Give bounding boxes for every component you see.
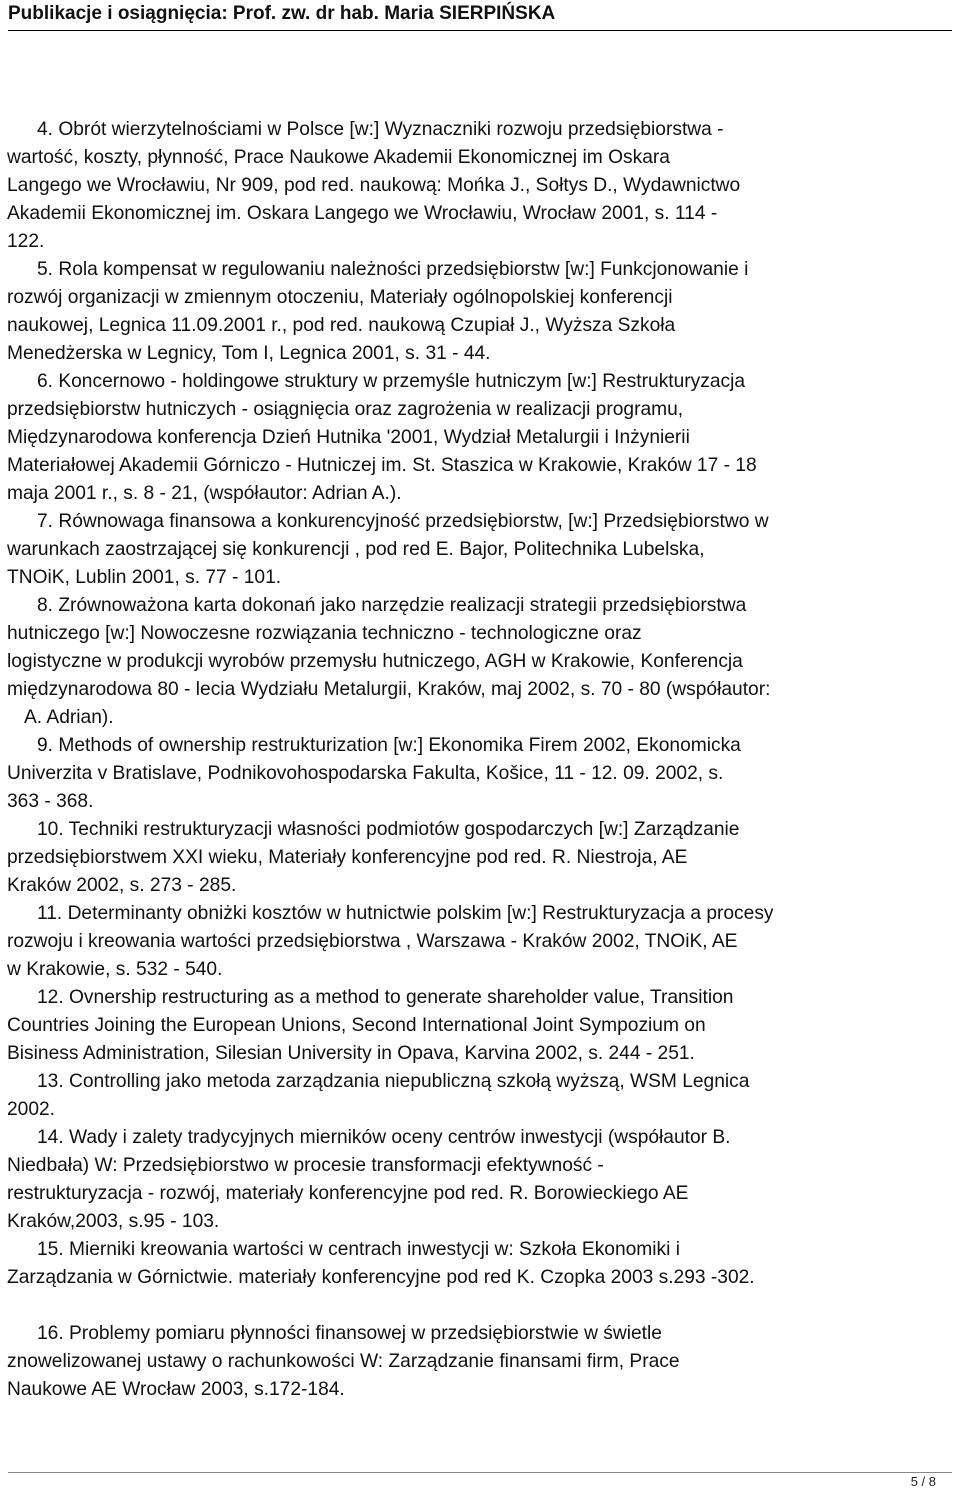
text-line: 12. Ovnership restructuring as a method to generate shareholder value, Transition — [37, 987, 734, 1008]
text-line: 11. Determinanty obniżki kosztów w hutnictwie polskim [w:] Restrukturyzacja a procesy — [37, 903, 774, 924]
page-header-title: Publikacje i osiągnięcia: Prof. zw. dr hab. Maria SIERPIŃSKA — [8, 3, 556, 24]
text-line: w Krakowie, s. 532 - 540. — [7, 959, 223, 980]
text-line: Menedżerska w Legnicy, Tom I, Legnica 2001, s. 31 - 44. — [7, 343, 491, 364]
text-line: Międzynarodowa konferencja Dzień Hutnika '2001, Wydział Metalurgii i Inżynierii — [7, 427, 690, 448]
text-line: 13. Controlling jako metoda zarządzania niepubliczną szkołą wyższą, WSM Legnica — [37, 1071, 750, 1092]
text-line: logistyczne w produkcji wyrobów przemysłu hutniczego, AGH w Krakowie, Konferencja — [7, 651, 743, 672]
text-line: Countries Joining the European Unions, Second International Joint Sympozium on — [7, 1015, 706, 1036]
text-line: 9. Methods of ownership restrukturization [w:] Ekonomika Firem 2002, Ekonomicka — [37, 735, 741, 756]
text-line: 4. Obrót wierzytelnościami w Polsce [w:] Wyznaczniki rozwoju przedsiębiorstwa - — [37, 119, 724, 140]
text-line: wartość, koszty, płynność, Prace Naukowe Akademii Ekonomicznej im Oskara — [7, 147, 670, 168]
text-line: Zarządzania w Górnictwie. materiały konferencyjne pod red K. Czopka 2003 s.293 -302. — [7, 1267, 755, 1288]
text-line: 8. Zrównoważona karta dokonań jako narzędzie realizacji strategii przedsiębiorstwa — [37, 595, 747, 616]
text-line: Kraków 2002, s. 273 - 285. — [7, 875, 237, 896]
text-line: TNOiK, Lublin 2001, s. 77 - 101. — [7, 567, 282, 588]
text-line: 7. Równowaga finansowa a konkurencyjność przedsiębiorstw, [w:] Przedsiębiorstwo w — [37, 511, 769, 532]
text-line: rozwój organizacji w zmiennym otoczeniu, Materiały ogólnopolskiej konferencji — [7, 287, 673, 308]
text-line: Materiałowej Akademii Górniczo - Hutniczej im. St. Staszica w Krakowie, Kraków 17 - 18 — [7, 455, 757, 476]
text-line: A. Adrian). — [24, 707, 114, 728]
text-line: maja 2001 r., s. 8 - 21, (współautor: Adrian A.). — [7, 483, 402, 504]
text-line: Naukowe AE Wrocław 2003, s.172-184. — [7, 1379, 345, 1400]
text-line: restrukturyzacja - rozwój, materiały konferencyjne pod red. R. Borowieckiego AE — [7, 1183, 689, 1204]
text-line: 122. — [7, 231, 45, 252]
text-line: hutniczego [w:] Nowoczesne rozwiązania techniczno - technologiczne oraz — [7, 623, 642, 644]
text-line: Kraków,2003, s.95 - 103. — [7, 1211, 220, 1232]
footer-divider — [8, 1472, 952, 1473]
text-line: Niedbała) W: Przedsiębiorstwo w procesie transformacji efektywność - — [7, 1155, 604, 1176]
text-line: 5. Rola kompensat w regulowaniu należności przedsiębiorstw [w:] Funkcjonowanie i — [37, 259, 749, 280]
text-line: przedsiębiorstw hutniczych - osiągnięcia oraz zagrożenia w realizacji programu, — [7, 399, 684, 420]
text-line: Bisiness Administration, Silesian University in Opava, Karvina 2002, s. 244 - 251. — [7, 1043, 695, 1064]
text-line: 16. Problemy pomiaru płynności finansowej w przedsiębiorstwie w świetle — [37, 1323, 662, 1344]
text-line: 10. Techniki restrukturyzacji własności podmiotów gospodarczych [w:] Zarządzanie — [37, 819, 740, 840]
text-line: Univerzita v Bratislave, Podnikovohospodarska Fakulta, Košice, 11 - 12. 09. 2002, s. — [7, 763, 724, 784]
text-line: 15. Mierniki kreowania wartości w centrach inwestycji w: Szkoła Ekonomiki i — [37, 1239, 681, 1260]
text-line: naukowej, Legnica 11.09.2001 r., pod red. naukową Czupiał J., Wyższa Szkoła — [7, 315, 676, 336]
header-divider — [8, 30, 952, 31]
text-line: międzynarodowa 80 - lecia Wydziału Metalurgii, Kraków, maj 2002, s. 70 - 80 (współautor: — [7, 679, 771, 700]
text-line: 6. Koncernowo - holdingowe struktury w przemyśle hutniczym [w:] Restrukturyzacja — [37, 371, 746, 392]
text-line: znowelizowanej ustawy o rachunkowości W: Zarządzanie finansami firm, Prace — [7, 1351, 680, 1372]
text-line: Akademii Ekonomicznej im. Oskara Langego we Wrocławiu, Wrocław 2001, s. 114 - — [7, 203, 718, 224]
text-line: rozwoju i kreowania wartości przedsiębiorstwa , Warszawa - Kraków 2002, TNOiK, AE — [7, 931, 738, 952]
text-line: 363 - 368. — [7, 791, 94, 812]
text-line: 14. Wady i zalety tradycyjnych mierników oceny centrów inwestycji (współautor B. — [37, 1127, 731, 1148]
page-number: 5 / 8 — [910, 1474, 936, 1489]
text-line: Langego we Wrocławiu, Nr 909, pod red. naukową: Mońka J., Sołtys D., Wydawnictwo — [7, 175, 741, 196]
text-line: przedsiębiorstwem XXI wieku, Materiały konferencyjne pod red. R. Niestroja, AE — [7, 847, 688, 868]
text-line: 2002. — [7, 1099, 56, 1120]
text-line: warunkach zaostrzającej się konkurencji , pod red E. Bajor, Politechnika Lubelska, — [7, 539, 705, 560]
